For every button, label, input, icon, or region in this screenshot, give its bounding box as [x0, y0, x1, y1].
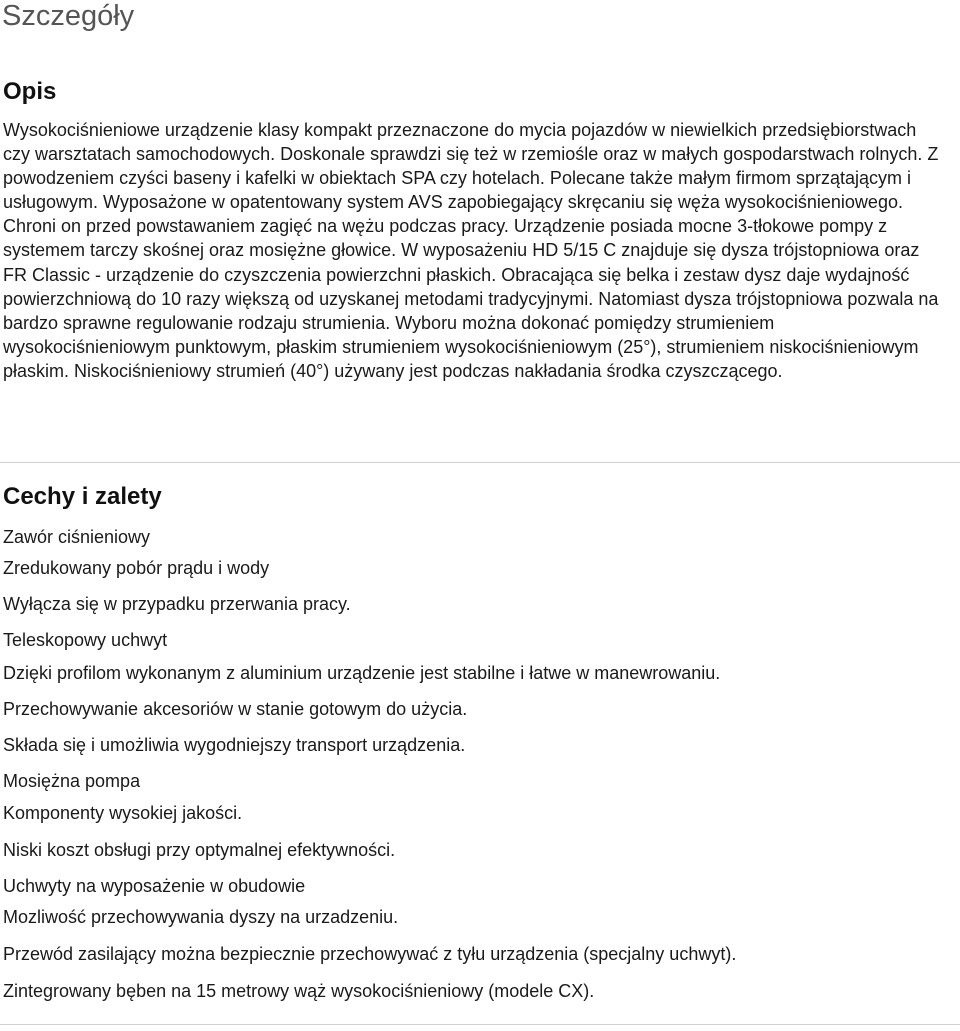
feature-item: Zintegrowany bęben na 15 metrowy wąż wysokociśnieniowy (modele CX).: [3, 981, 595, 1001]
feature-item: Wyłącza się w przypadku przerwania pracy.: [3, 594, 351, 614]
feature-item: Teleskopowy uchwyt: [3, 630, 168, 650]
feature-item: Przewód zasilający można bezpiecznie przechowywać z tyłu urządzenia (specjalny uchwyt).: [3, 944, 737, 964]
feature-item: Dzięki profilom wykonanym z aluminium urządzenie jest stabilne i łatwe w manewrowaniu.: [3, 663, 721, 683]
bottom-divider: [0, 1024, 960, 1025]
feature-item: Komponenty wysokiej jakości.: [3, 803, 243, 823]
feature-item: Przechowywanie akcesoriów w stanie gotowym do użycia.: [3, 699, 468, 719]
page-title: Szczegóły: [2, 0, 135, 32]
feature-item: Uchwyty na wyposażenie w obudowie: [3, 876, 306, 896]
feature-item: Mosiężna pompa: [3, 771, 141, 791]
section-divider: [0, 462, 960, 463]
features-heading: Cechy i zalety: [3, 483, 162, 510]
feature-item: Zredukowany pobór prądu i wody: [3, 558, 270, 578]
feature-item: Niski koszt obsługi przy optymalnej efektywności.: [3, 840, 396, 860]
description-heading: Opis: [3, 78, 57, 105]
feature-item: Składa się i umożliwia wygodniejszy transport urządzenia.: [3, 735, 466, 755]
feature-item: Mozliwość przechowywania dyszy na urzadzeniu.: [3, 907, 399, 927]
feature-item: Zawór ciśnieniowy: [3, 527, 151, 547]
description-text: Wysokociśnieniowe urządzenie klasy kompakt przeznaczone do mycia pojazdów w niewielkich przedsiębiorstwach czy warsztatach samochodowych. Doskonale sprawdzi się też w rzemiośle oraz w małych gospodarstwach rolnych. Z powodzeniem czyści baseny i kafelki w obiektach SPA czy hotelach. Polecane także małym firmom sprzątającym i usługowym. Wyposażone w opatentowany system AVS zapobiegający skręcaniu się węża wysokociśnieniowego. Chroni on przed powstawaniem zagięć na wężu podczas pracy. Urządzenie posiada mocne 3-tłokowe pompy z systemem tarczy skośnej oraz mosiężne głowice. W wyposażeniu HD 5/15 C znajduje się dysza trójstopniowa oraz FR Classic - urządzenie do czyszczenia powierzchni płaskich. Obracająca się belka i zestaw dysz daje wydajność powierzchniową do 10 razy większą od uzyskanej metodami tradycyjnymi. Natomiast dysza trójstopniowa pozwala na bardzo sprawne regulowanie rodzaju strumienia. Wyboru można dokonać pomiędzy strumieniem wysokociśnieniowym punktowym, płaskim strumieniem wysokociśnieniowym (25°), strumieniem niskociśnieniowym płaskim. Niskociśnieniowy strumień (40°) używany jest podczas nakładania środka czyszczącego.: [3, 120, 939, 381]
